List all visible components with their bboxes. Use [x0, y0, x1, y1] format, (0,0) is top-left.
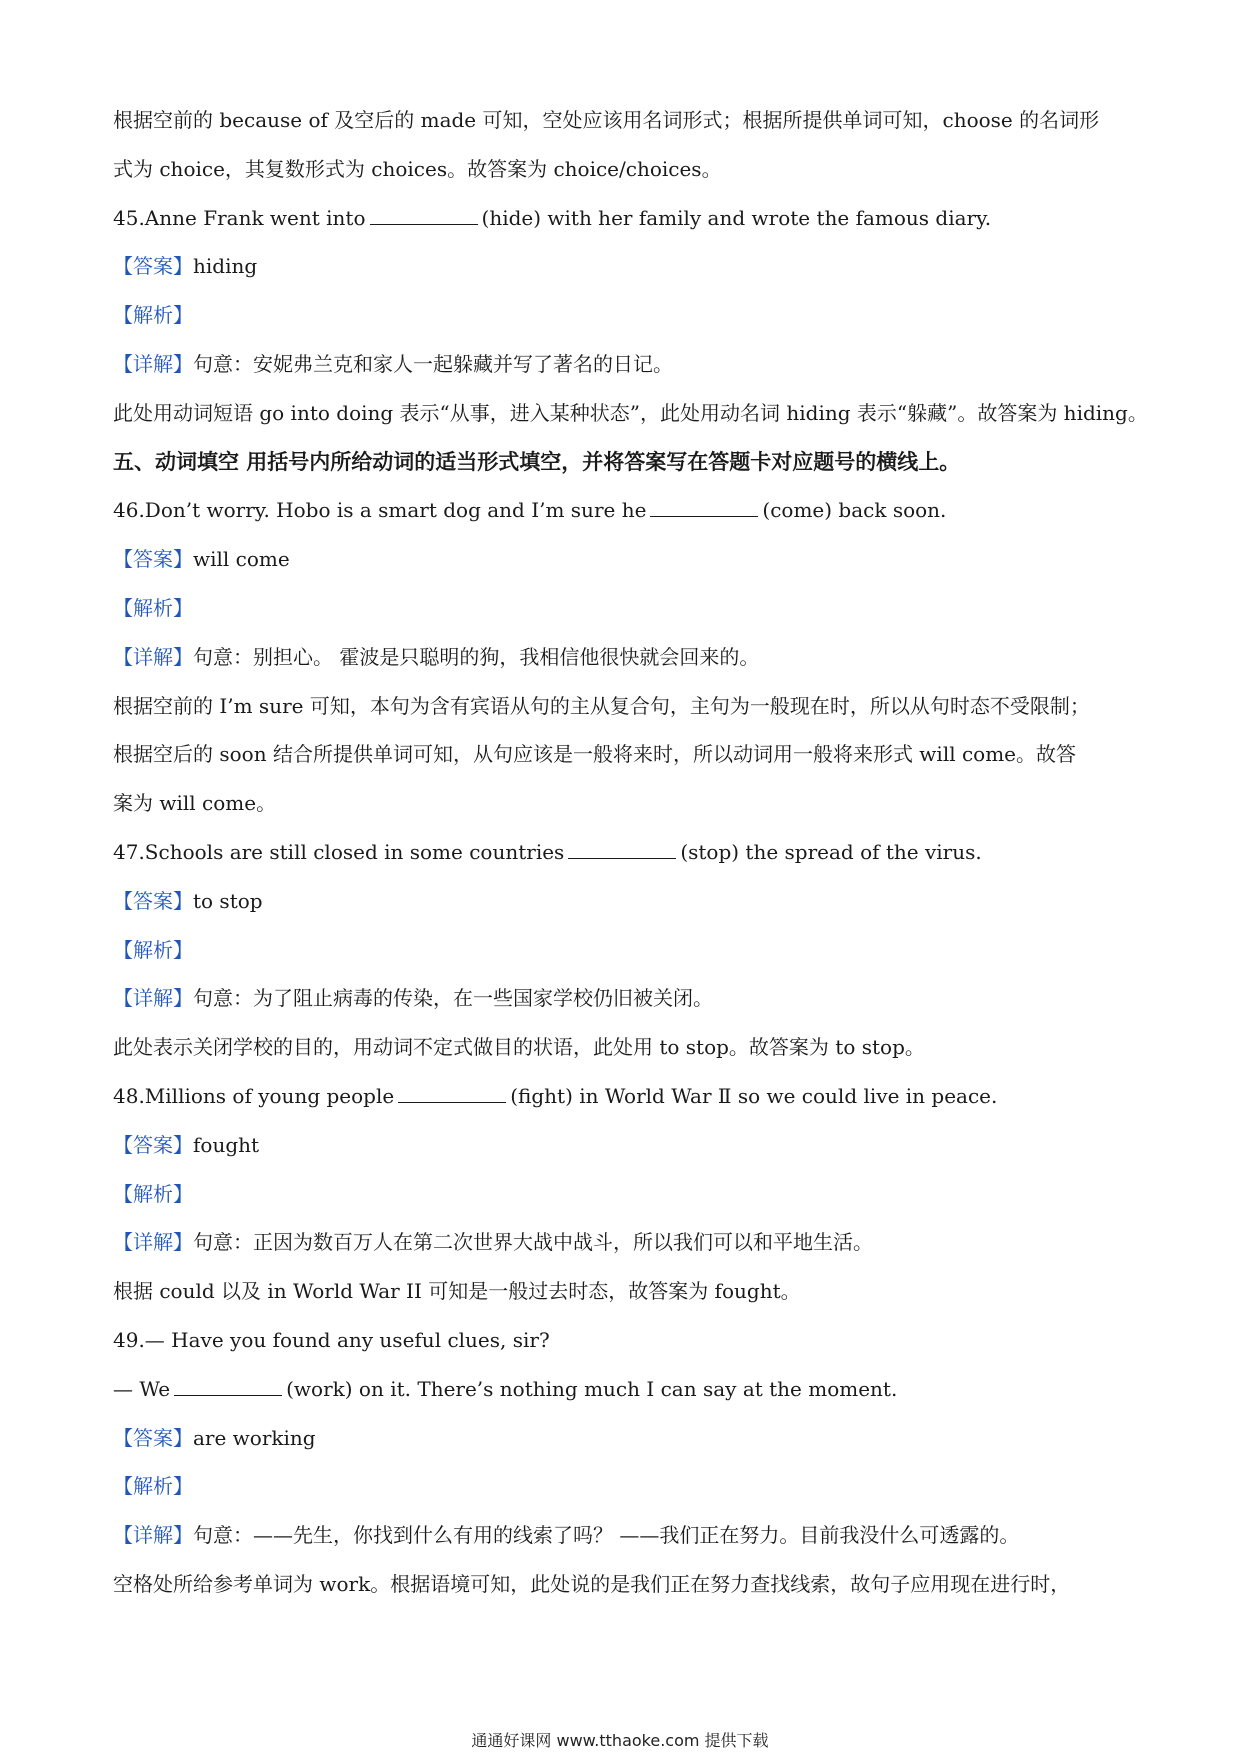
- explanation-line: 根据空前的 I’m sure 可知，本句为含有宾语从句的主从复合句，主句为一般现在时，所以从句时态不受限制；: [113, 693, 1090, 718]
- answer-text: are working: [193, 1425, 316, 1450]
- answer-line: [113, 535, 1133, 584]
- answer-line: [113, 877, 1133, 926]
- answer-label: 【答案】: [113, 1132, 193, 1157]
- analysis-label: 【解析】: [113, 937, 193, 962]
- explanation-line: 根据空后的 soon 结合所提供单词可知，从句应该是一般将来时，所以动词用一般将来形式 will come。故答: [113, 742, 1077, 767]
- analysis-label: 【解析】: [113, 595, 193, 620]
- question-45: [113, 194, 1133, 243]
- question-text: (work) on it. There’s nothing much I can say at the moment.: [286, 1376, 898, 1401]
- detail-line: [113, 633, 1133, 682]
- detail-line: [113, 340, 1133, 389]
- explanation-line: 空格处所给参考单词为 work。根据语境可知，此处说的是我们正在努力查找线索，故句子应用现在进行时，: [113, 1571, 1071, 1596]
- explanation-line: 此处用动词短语 go into doing 表示“从事，进入某种状态”，此处用动名词 hiding 表示“躲藏”。故答案为 hiding。: [113, 400, 1148, 425]
- page-footer: 通通好课网 www.tthaoke.com 提供下载: [471, 1731, 769, 1750]
- question-text: (come) back soon.: [762, 498, 947, 523]
- question-text: (hide) with her family and wrote the famous diary.: [481, 205, 992, 230]
- analysis-line: [113, 926, 1133, 975]
- question-47: [113, 828, 1133, 877]
- detail-label: 【详解】: [113, 1230, 193, 1255]
- question-49-response: [113, 1365, 1133, 1414]
- analysis-label: 【解析】: [113, 1181, 193, 1206]
- question-text: (stop) the spread of the virus.: [680, 839, 982, 864]
- detail-line: [113, 974, 1133, 1023]
- answer-label: 【答案】: [113, 888, 193, 913]
- detail-label: 【详解】: [113, 644, 193, 669]
- detail-text: 句意：正因为数百万人在第二次世界大战中战斗，所以我们可以和平地生活。: [193, 1230, 873, 1255]
- analysis-label: 【解析】: [113, 303, 193, 328]
- paragraph-line: 根据空前的 because of 及空后的 made 可知，空处应该用名词形式；根据所提供单词可知，choose 的名词形: [113, 108, 1100, 132]
- detail-text: 句意：——先生，你找到什么有用的线索了吗？ ——我们正在努力。目前我没什么可透露的。: [193, 1523, 1020, 1548]
- answer-blank: [650, 498, 758, 517]
- detail-label: 【详解】: [113, 986, 193, 1011]
- answer-line: [113, 1414, 1133, 1463]
- explanation-line: 根据 could 以及 in World War II 可知是一般过去时态，故答案为 fought。: [113, 1279, 801, 1304]
- question-text: 46.Don’t worry. Hobo is a smart dog and I’m sure he: [113, 498, 647, 523]
- answer-text: to stop: [193, 888, 263, 913]
- detail-text: 句意：别担心。 霍波是只聪明的狗，我相信他很快就会回来的。: [193, 644, 760, 669]
- question-49: 49.— Have you found any useful clues, sir?: [113, 1327, 550, 1352]
- answer-label: 【答案】: [113, 547, 193, 572]
- answer-blank: [398, 1084, 506, 1103]
- detail-text: 句意：为了阻止病毒的传染，在一些国家学校仍旧被关闭。: [193, 986, 713, 1011]
- analysis-line: [113, 1170, 1133, 1219]
- answer-blank: [370, 206, 478, 225]
- question-text: (fight) in World War Ⅱ so we could live in peace.: [510, 1083, 998, 1108]
- analysis-line: [113, 1462, 1133, 1511]
- question-text: 45.Anne Frank went into: [113, 205, 366, 230]
- question-46: [113, 486, 1133, 535]
- paragraph-line: 式为 choice，其复数形式为 choices。故答案为 choice/choices。: [113, 156, 722, 181]
- detail-line: [113, 1511, 1133, 1560]
- answer-blank: [174, 1377, 282, 1396]
- answer-text: fought: [193, 1132, 260, 1157]
- section-heading: 五、动词填空 用括号内所给动词的适当形式填空，并将答案写在答题卡对应题号的横线上。: [113, 449, 961, 474]
- detail-label: 【详解】: [113, 351, 193, 376]
- question-text: — We: [113, 1376, 171, 1401]
- explanation-line: 此处表示关闭学校的目的，用动词不定式做目的状语，此处用 to stop。故答案为 to stop。: [113, 1035, 925, 1060]
- answer-blank: [568, 840, 676, 859]
- analysis-line: [113, 291, 1133, 340]
- answer-text: will come: [193, 547, 290, 572]
- analysis-label: 【解析】: [113, 1474, 193, 1499]
- answer-line: [113, 1121, 1133, 1170]
- detail-text: 句意：安妮弗兰克和家人一起躲藏并写了著名的日记。: [193, 351, 673, 376]
- answer-label: 【答案】: [113, 1425, 193, 1450]
- explanation-line: 案为 will come。: [113, 791, 277, 816]
- detail-line: [113, 1218, 1133, 1267]
- document-body: [113, 96, 1148, 1609]
- question-48: [113, 1072, 1133, 1121]
- analysis-line: [113, 584, 1133, 633]
- answer-text: hiding: [193, 254, 258, 279]
- answer-label: 【答案】: [113, 254, 193, 279]
- answer-line: [113, 242, 1133, 291]
- question-text: 47.Schools are still closed in some countries: [113, 839, 565, 864]
- detail-label: 【详解】: [113, 1523, 193, 1548]
- question-text: 48.Millions of young people: [113, 1083, 395, 1108]
